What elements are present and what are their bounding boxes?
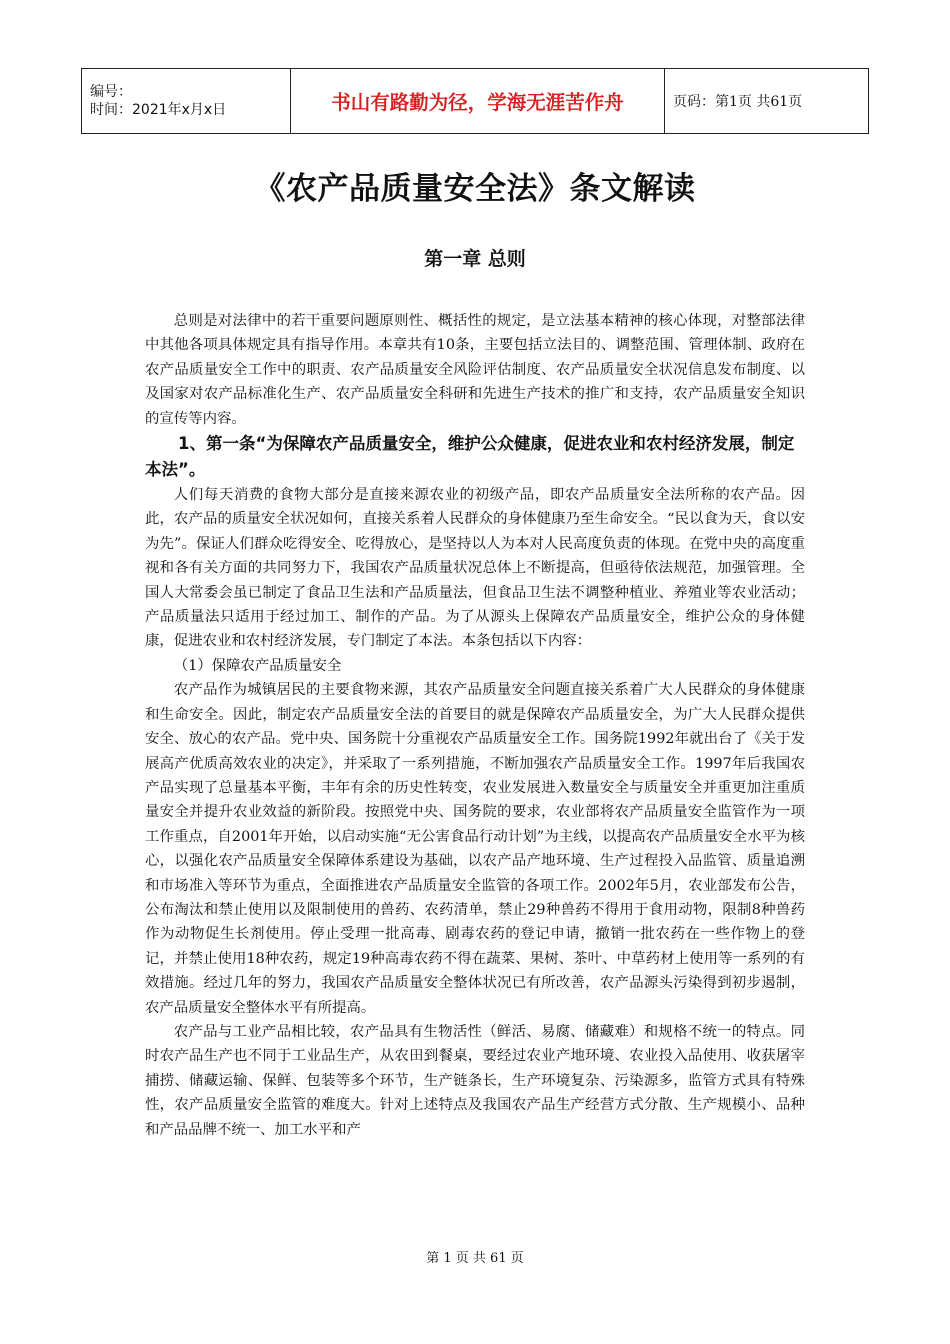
number-label: 编号： [90, 84, 132, 100]
article-heading: 1、第一条“为保障农产品质量安全，维护公众健康，促进农业和农村经济发展，制定本法”。 [145, 434, 795, 480]
paragraph-item-1: 农产品作为城镇居民的主要食物来源，其农产品质量安全问题直接关系着广大人民群众的身体健康和生命安全。因此，制定农产品质量安全法的首要目的就是保障农产品质量安全，为广大人民群众提供安全、放心的农产品。党中央、国务院十分重视农产品质量安全工作。国务院1992年就出台了《关于发展高产优质高效农业的决定》，并采取了一系列措施，不断加强农产品质量安全工作。1997年后我国农产品实现了总量基本平衡，丰年有余的历史性转变，农业发展进入数量安全与质量安全并重更加注重质量安全并提升农业效益的新阶段。按照党中央、国务院的要求，农业部将农产品质量安全监管作为一项工作重点，自2001年开始，以启动实施“无公害食品行动计划”为主线，以提高农产品质量安全水平为核心，以强化农产品质量安全保障体系建设为基础，以农产品产地环境、生产过程投入品监管、质量追溯和市场准入等环节为重点，全面推进农产品质量安全监管的各项工作。2002年5月，农业部发布公告，公布淘汰和禁止使用以及限制使用的兽药、农药清单，禁止29种兽药不得用于食用动物，限制8种兽药作为动物促生长剂使用。停止受理一批高毒、剧毒农药的登记申请，撤销一批农药在一些作物上的登记，并禁止使用18种农药，规定19种高毒农药不得在蔬菜、果树、茶叶、中草药材上使用等一系列的有效措施。经过几年的努力，我国农产品质量安全整体状况已有所改善，农产品源头污染得到初步遏制，农产品质量安全整体水平有所提高。 [145, 682, 805, 1016]
paragraph-comparison: 农产品与工业产品相比较，农产品具有生物活性（鲜活、易腐、储藏难）和规格不统一的特点。同时农产品生产也不同于工业品生产，从农田到餐桌，要经过农业产地环境、农业投入品使用、收获屠宰捕捞、储藏运输、保鲜、包装等多个环节，生产链条长，生产环境复杂、污染源多，监管方式具有特殊性，农产品质量安全监管的难度大。针对上述特点及我国农产品生产经营方式分散、生产规模小、品种和产品品牌不统一、加工水平和产 [145, 1023, 805, 1138]
chapter-heading: 第一章 总则 [424, 248, 526, 270]
page-footer: 第 1 页 共 61 页 [426, 1251, 524, 1266]
document-body [145, 309, 805, 1142]
document-header [81, 68, 869, 134]
paragraph-intro: 总则是对法律中的若干重要问题原则性、概括性的规定，是立法基本精神的核心体现，对整部法律中其他各项具体规定具有指导作用。本章共有10条，主要包括立法目的、调整范围、管理体制、政府在农产品质量安全工作中的职责、农产品质量安全风险评估制度、农产品质量安全状况信息发布制度、以及国家对农产品标准化生产、农产品质量安全科研和先进生产技术的推广和支持，农产品质量安全知识的宣传等内容。 [145, 313, 805, 427]
header-motto: 书山有路勤为径，学海无涯苦作舟 [291, 69, 665, 134]
time-label: 时间：2021年x月x日 [90, 102, 227, 118]
subheading-item-1: （1）保障农产品质量安全 [173, 657, 342, 674]
header-meta-cell [82, 69, 291, 134]
document-title: 《农产品质量安全法》条文解读 [254, 171, 696, 207]
paragraph-article-explanation: 人们每天消费的食物大部分是直接来源农业的初级产品，即农产品质量安全法所称的农产品。因此，农产品的质量安全状况如何，直接关系着人民群众的身体健康乃至生命安全。“民以食为天，食以安为先”。保证人们群众吃得安全、吃得放心，是坚持以人为本对人民高度负责的体现。在党中央的高度重视和各有关方面的共同努力下，我国农产品质量状况总体上不断提高，但亟待依法规范，加强管理。全国人大常委会虽已制定了食品卫生法和产品质量法，但食品卫生法不调整种植业、养殖业等农业活动；产品质量法只适用于经过加工、制作的产品。为了从源头上保障农产品质量安全，维护公众的身体健康，促进农业和农村经济发展，专门制定了本法。本条包括以下内容： [145, 487, 805, 650]
header-page-label: 页码：第1页 共61页 [665, 69, 869, 134]
